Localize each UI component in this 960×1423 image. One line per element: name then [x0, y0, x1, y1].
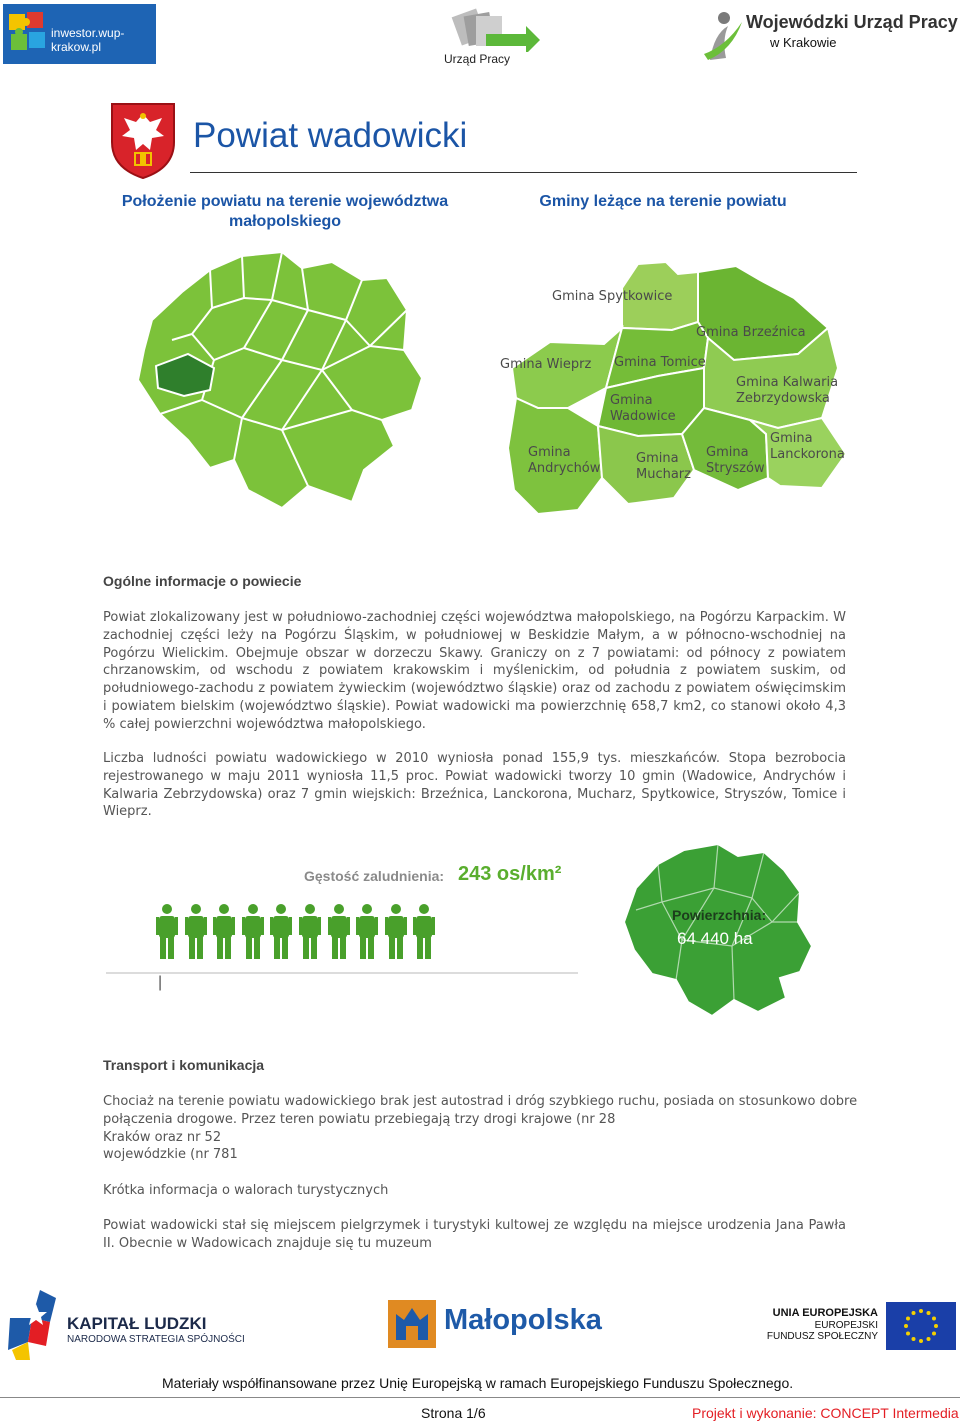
eu-star: [912, 1337, 916, 1341]
label-andrychow-1: Gmina: [528, 445, 571, 460]
kapital-ludzki-icon: [6, 1288, 60, 1362]
cofinanced-note: Materiały współfinansowane przez Unię Europejską w ramach Europejskiego Funduszu Społecznego.: [162, 1375, 794, 1391]
eu-star: [906, 1332, 910, 1336]
page-title: Powiat wadowicki: [193, 116, 468, 155]
person-swoosh-icon: [702, 10, 744, 62]
label-wadowice-1: Gmina: [610, 393, 653, 408]
coat-of-arms-icon: [110, 102, 176, 180]
ue-line-2: EUROPEJSKI: [814, 1320, 878, 1331]
kapital-ludzki-title: KAPITAŁ LUDZKI: [67, 1314, 207, 1333]
urzad-pracy-text: Urząd Pracy: [444, 52, 511, 66]
person-icon: [213, 903, 235, 961]
label-kalwaria-2: Zebrzydowska: [736, 391, 830, 406]
ue-line-3: FUNDUSZ SPOŁECZNY: [766, 1331, 878, 1342]
subhead-location: Położenie powiatu na terenie województwa małopolskiego: [121, 193, 449, 230]
person-icon: [385, 903, 407, 961]
transport-line-3: Kraków oraz nr 52: [103, 1130, 222, 1145]
urzad-pracy-logo: [440, 6, 540, 66]
ue-line-1: UNIA EUROPEJSKA: [772, 1307, 878, 1319]
eu-star: [932, 1317, 936, 1321]
transport-line-4: wojewódzkie (nr 781: [103, 1147, 238, 1162]
eu-star: [927, 1311, 931, 1315]
label-mucharz-1: Gmina: [636, 451, 679, 466]
label-wadowice-2: Wadowice: [610, 409, 676, 424]
person-icon: [356, 903, 378, 961]
investor-logo[interactable]: [3, 4, 156, 64]
malopolska-icon: [388, 1300, 436, 1348]
label-stryszow-2: Stryszów: [706, 461, 765, 476]
person-icon: [156, 903, 178, 961]
eu-star: [906, 1317, 910, 1321]
title-divider: [190, 172, 857, 173]
eu-star: [927, 1337, 931, 1341]
transport-line-1: Chociaż na terenie powiatu wadowickiego brak jest autostrad i dróg szybkiego ruchu, posiada on stosunkowo dobre: [103, 1094, 858, 1109]
malopolska-text: Małopolska: [444, 1304, 602, 1336]
documents-arrow-icon: [446, 6, 542, 52]
density-tick: |: [158, 974, 163, 991]
subhead-gminy: Gminy leżące na terenie powiatu: [539, 193, 787, 210]
eu-star: [904, 1324, 908, 1328]
label-kalwaria-1: Gmina Kalwaria: [736, 375, 839, 390]
footer-divider: [0, 1397, 960, 1398]
person-icon: [299, 903, 321, 961]
eu-star: [919, 1309, 923, 1313]
puzzle-icon: [7, 10, 49, 58]
eu-star: [934, 1324, 938, 1328]
label-stryszow-1: Gmina: [706, 445, 749, 460]
gminy-map: [498, 258, 856, 518]
investor-logo-text: inwestor.wup-krakow.pl: [51, 26, 125, 54]
area-label: Powierzchnia:: [672, 907, 767, 923]
wup-name: Wojewódzki Urząd Pracy: [746, 12, 958, 32]
eu-star: [932, 1332, 936, 1336]
wup-logo: [700, 8, 960, 64]
label-wieprz: Gmina Wieprz: [500, 357, 592, 372]
label-brzeznica: Gmina Brzeźnica: [696, 325, 806, 340]
wup-city: w Krakowie: [770, 35, 837, 50]
transport-line-2: połączenia drogowe. Przez teren powiatu przebiegają trzy drogi krajowe (nr 28: [103, 1112, 616, 1127]
people-icons-row: [156, 903, 576, 963]
section-heading-general: Ogólne informacje o powiecie: [103, 573, 302, 589]
general-paragraph-2: Liczba ludności powiatu wadowickiego w 2010 wyniosła ponad 155,9 tys. mieszkańców. Stopa bezrobocia rejestrowanego w maju 2011 wyniosła 11,5 proc. Powiat wadowicki tworzy 10 gmin (Wadowice, Andrychów i Kalwaria Zebrzydowska) oraz 7 gmin wiejskich: Brzeźnica, Lanckorona, Mucharz, Spytkowice, Stryszów, Tomice i Wieprz.: [103, 751, 846, 820]
person-icon: [270, 903, 292, 961]
eu-star: [919, 1339, 923, 1343]
voivodeship-map: [132, 250, 432, 512]
page-number: Strona 1/6: [421, 1405, 486, 1421]
person-icon: [242, 903, 264, 961]
label-tomice: Gmina Tomice: [614, 355, 706, 370]
tourism-paragraph: Powiat wadowicki stał się miejscem pielgrzymek i turystyki kultowej ze względu na miejsce urodzenia Jana Pawła II. Obecnie w Wadowicach znajduje się tu muzeum: [103, 1218, 846, 1251]
person-icon: [413, 903, 435, 961]
person-icon: [328, 903, 350, 961]
label-lanckorona-2: Lanckorona: [770, 447, 845, 462]
label-lanckorona-1: Gmina: [770, 431, 813, 446]
label-mucharz-2: Mucharz: [636, 467, 691, 482]
label-andrychow-2: Andrychów: [528, 461, 601, 476]
credits: Projekt i wykonanie: CONCEPT Intermedia: [692, 1405, 959, 1421]
general-paragraph-1: Powiat zlokalizowany jest w południowo-zachodniej części województwa małopolskiego, na Pogórzu Karpackim. W zachodniej części leży na Pogórzu Śląskim, w południowej w Beskidzie Małym, a w północno-wschodniej na Pogórzu Wielickim. Obejmuje obszar w dorzeczu Skawy. Graniczy on z 7 powiatami: od północy z powiatem chrzanowskim, od wschodu z powiatem krakowskim i myślenickim, od południa z powiatem suskim, od południowego-zachodu z powiatem żywieckim (województwo śląskie) oraz od zachodu z powiatem oświęcimskim i powiatem bielskim (województwo śląskie). Powiat wadowicki ma powierzchnię 658,7 km2, co stanowi około 4,3 % całej powierzchni województwa małopolskiego.: [103, 610, 846, 732]
density-baseline: [106, 972, 578, 974]
eu-flag-icon: [886, 1302, 956, 1350]
tourism-heading: Krótka informacja o walorach turystycznych: [103, 1183, 389, 1198]
person-icon: [185, 903, 207, 961]
area-value: 64 440 ha: [677, 929, 753, 948]
label-spytkowice: Gmina Spytkowice: [552, 289, 673, 304]
density-value: 243 os/km²: [458, 863, 562, 885]
eu-star: [912, 1311, 916, 1315]
density-label: Gęstość zaludnienia:: [304, 868, 445, 884]
kapital-ludzki-subtitle: NARODOWA STRATEGIA SPÓJNOŚCI: [67, 1334, 245, 1345]
section-heading-transport: Transport i komunikacja: [103, 1057, 265, 1073]
